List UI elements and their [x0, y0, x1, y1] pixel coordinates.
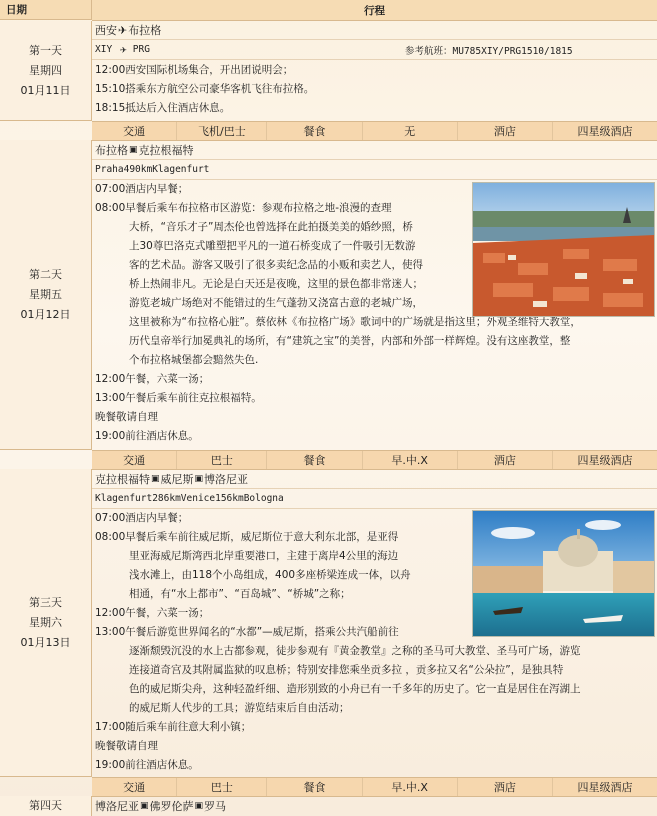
weekday: 星期五: [29, 287, 62, 301]
route-city: 克拉根福特: [95, 473, 150, 486]
schedule-line: 这里被称为“布拉格心脏”。蔡依林《布拉格广场》歌词中的广场就是指这里；外观圣维特大教堂，: [129, 316, 581, 328]
day1-flight-row: [92, 40, 657, 60]
schedule-line: 逐渐颓毁沉没的水上古都参观，徒步参观有『黄金教堂』之称的圣马可大教堂、圣马可广场，游览: [129, 645, 581, 657]
bus-icon: ▣: [151, 474, 160, 484]
summary-transport-value: 巴士: [177, 778, 267, 796]
summary-transport-label: 交通: [92, 451, 177, 469]
schedule-line: 18:15抵达后入住酒店休息。: [95, 102, 231, 114]
schedule-line: 的威尼斯人代步的工具；游览结束后自由活动；: [129, 702, 350, 714]
summary-transport-label: 交通: [92, 778, 177, 796]
schedule-line: 07:00酒店内早餐；: [95, 512, 189, 524]
day2-summary-bar: [92, 450, 657, 470]
schedule-line: 晚餐敬请自理: [95, 411, 158, 423]
weekday: 星期四: [29, 63, 62, 77]
schedule-line: 15:10搭乘东方航空公司豪华客机飞往布拉格。: [95, 83, 315, 95]
route-city: 克拉根福特: [138, 144, 194, 157]
header-itinerary: 行程: [92, 0, 657, 21]
day1-route: [92, 21, 657, 40]
summary-meal-label: 餐食: [267, 122, 362, 140]
day4-date-cell: [0, 796, 92, 816]
schedule-line: 12:00西安国际机场集合，开出团说明会；: [95, 64, 294, 76]
schedule-line: 历代皇帝举行加冕典礼的场所，有“建筑之宝”的美誉，内部和外部一样辉煌。没有这座教堂，整: [129, 335, 571, 347]
schedule-line: 上30尊巴洛克式雕塑把平凡的一道石桥变成了一件吸引无数游: [129, 240, 416, 252]
date: 01月11日: [20, 83, 71, 97]
route-city: 佛罗伦萨: [149, 800, 194, 813]
day4-route: [92, 796, 657, 816]
route-city: 威尼斯: [160, 473, 194, 486]
schedule-line: 08:00早餐后乘车前往威尼斯，威尼斯位于意大利东北部，是亚得: [95, 531, 399, 543]
day1-date-cell: [0, 21, 92, 121]
summary-hotel-label: 酒店: [458, 122, 553, 140]
schedule-line: 客的艺术品。游客又吸引了很多卖纪念品的小贩和卖艺人，使得: [129, 259, 423, 271]
schedule-line: 游览老城广场绝对不能错过的生气蓬勃又浇富古意的老城广场，: [129, 297, 423, 309]
schedule-line: 桥上热闹非凡。无论是白天还是夜晚，这里的景色都非常迷人；: [129, 278, 423, 290]
distance-text: Klagenfurt286kmVenice156kmBologna: [95, 493, 284, 504]
schedule-line: 连接道奇宫及其附属监狱的叹息桥；特别安排您乘坐贡多拉 ，贡多拉又名“公朵拉”，是独具特: [129, 664, 564, 676]
schedule-line: 晚餐敬请自理: [95, 740, 158, 752]
summary-meal-label: 餐食: [267, 451, 362, 469]
schedule-line: 19:00前往酒店休息。: [95, 430, 199, 442]
schedule-line: 12:00午餐，六菜一汤；: [95, 373, 210, 385]
summary-hotel-label: 酒店: [458, 778, 553, 796]
summary-meal-label: 餐食: [267, 778, 362, 796]
summary-hotel-value: 四星级酒店: [577, 781, 633, 794]
route-city: 布拉格: [128, 24, 162, 37]
summary-meal-value: 早.中.X: [363, 778, 458, 796]
day1-summary-bar: [92, 121, 657, 141]
flight-destination: PRG: [132, 44, 150, 55]
day3-route: [92, 470, 657, 489]
schedule-line: 个布拉格城堡都会黯然失色.: [129, 354, 259, 366]
route-city: 博洛尼亚: [95, 800, 139, 813]
day2-date-cell: [0, 140, 92, 450]
route-city: 罗马: [204, 800, 227, 813]
route-city: 布拉格: [95, 144, 128, 157]
schedule-line: 色的威尼斯尖舟，这种轻盈纤细、造形别致的小舟已有一千多年的历史了。它一直是居住在泻湖上: [129, 683, 581, 695]
day2-route: [92, 141, 657, 160]
day3-date-cell: [0, 469, 92, 777]
schedule-line: 浅水滩上，由118个小岛组成，400多座桥梁连成一体，以舟: [129, 569, 411, 581]
date: 01月12日: [20, 307, 71, 321]
header-date: 日期: [0, 0, 92, 20]
bus-icon: ▣: [194, 801, 204, 811]
flight-reference: 参考航班：MU785XIY/PRG1510/1815: [405, 45, 573, 57]
schedule-line: 13:00午餐后游览世界闻名的“水都”—威尼斯，搭乘公共汽船前往: [95, 626, 399, 638]
summary-meal-value: 无: [363, 122, 458, 140]
day-number: 第四天: [29, 799, 62, 812]
day3-distance: [92, 489, 657, 509]
day1-schedule: [95, 61, 314, 118]
venice-canal-photo: [472, 510, 655, 637]
schedule-line: 07:00酒店内早餐；: [95, 183, 189, 195]
route-city: 西安: [95, 24, 117, 37]
schedule-line: 相通，有“水上都市”、“百岛城”、“桥城”之称；: [129, 588, 351, 600]
plane-icon: ✈: [118, 23, 128, 37]
summary-hotel-value: 四星级酒店: [577, 125, 633, 138]
day-number: 第一天: [29, 43, 62, 57]
plane-icon: ✈: [120, 43, 127, 56]
bus-icon: ▣: [129, 145, 138, 155]
prague-city-photo: [472, 182, 655, 317]
schedule-line: 08:00早餐后乘车布拉格市区游览：参观布拉格之地-浪漫的查理: [95, 202, 392, 214]
summary-hotel-value: 四星级酒店: [577, 454, 633, 467]
schedule-line: 大桥，“音乐才子”周杰伦也曾选择在此拍摄美美的婚纱照，桥: [129, 221, 413, 233]
summary-meal-value: 早.中.X: [363, 451, 458, 469]
bus-icon: ▣: [194, 474, 204, 484]
summary-transport-value: 巴士: [177, 451, 267, 469]
schedule-line: 12:00午餐，六菜一汤；: [95, 607, 210, 619]
summary-transport-label: 交通: [92, 122, 177, 140]
schedule-line: 13:00午餐后乘车前往克拉根福特。: [95, 392, 262, 404]
distance-text: Praha490kmKlagenfurt: [95, 164, 210, 175]
schedule-line: 19:00前往酒店休息。: [95, 759, 199, 771]
route-city: 博洛尼亚: [204, 473, 249, 486]
schedule-line: 17:00随后乘车前往意大利小镇；: [95, 721, 252, 733]
summary-hotel-label: 酒店: [458, 451, 553, 469]
day-number: 第三天: [29, 595, 62, 609]
flight-origin: XIY: [95, 44, 113, 55]
weekday: 星期六: [29, 615, 62, 629]
summary-transport-value: 飞机/巴士: [177, 122, 267, 140]
day3-summary-bar: [92, 777, 657, 797]
schedule-line: 里亚海威尼斯湾西北岸重要港口，主建于离岸4公里的海边: [129, 550, 399, 562]
day-number: 第二天: [29, 267, 62, 281]
date: 01月13日: [20, 635, 71, 649]
day2-distance: [92, 160, 657, 180]
bus-icon: ▣: [140, 801, 149, 811]
